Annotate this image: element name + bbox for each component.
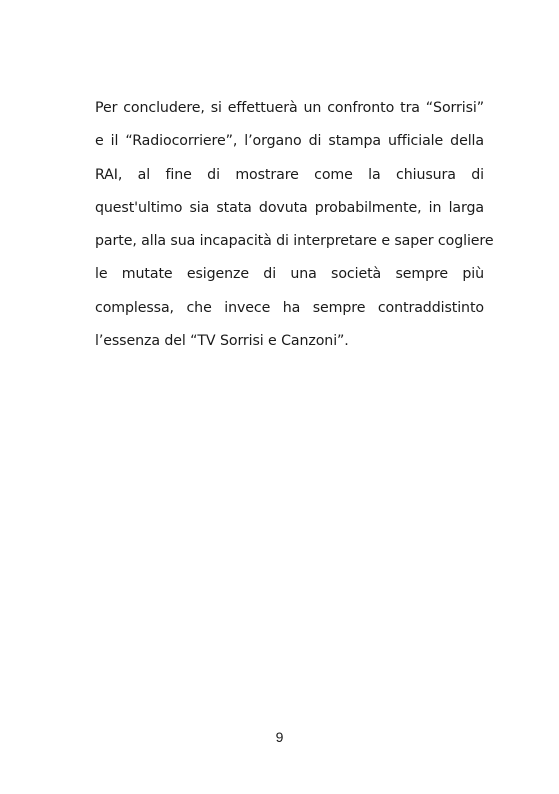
paragraph-line-8: l’essenza del “TV Sorrisi e Canzoni”. xyxy=(95,333,349,350)
paragraph-line-5: parte, alla sua incapacità di interpretare e saper cogliere xyxy=(95,233,494,250)
paragraph-line-4: quest'ultimo sia stata dovuta probabilmente, in larga xyxy=(95,199,484,216)
paragraph-line-3: RAI, al fine di mostrare come la chiusura di xyxy=(95,166,484,183)
page-number: 9 xyxy=(275,729,284,745)
paragraph xyxy=(95,92,494,358)
paragraph-line-7: complessa, che invece ha sempre contraddistinto xyxy=(95,299,484,316)
paragraph-line-6: le mutate esigenze di una società sempre più xyxy=(95,266,484,283)
paragraph-line-2: e il “Radiocorriere”, l’organo di stampa ufficiale della xyxy=(95,133,484,150)
paragraph-line-1: Per concludere, si effettuerà un confronto tra “Sorrisi” xyxy=(95,100,484,116)
